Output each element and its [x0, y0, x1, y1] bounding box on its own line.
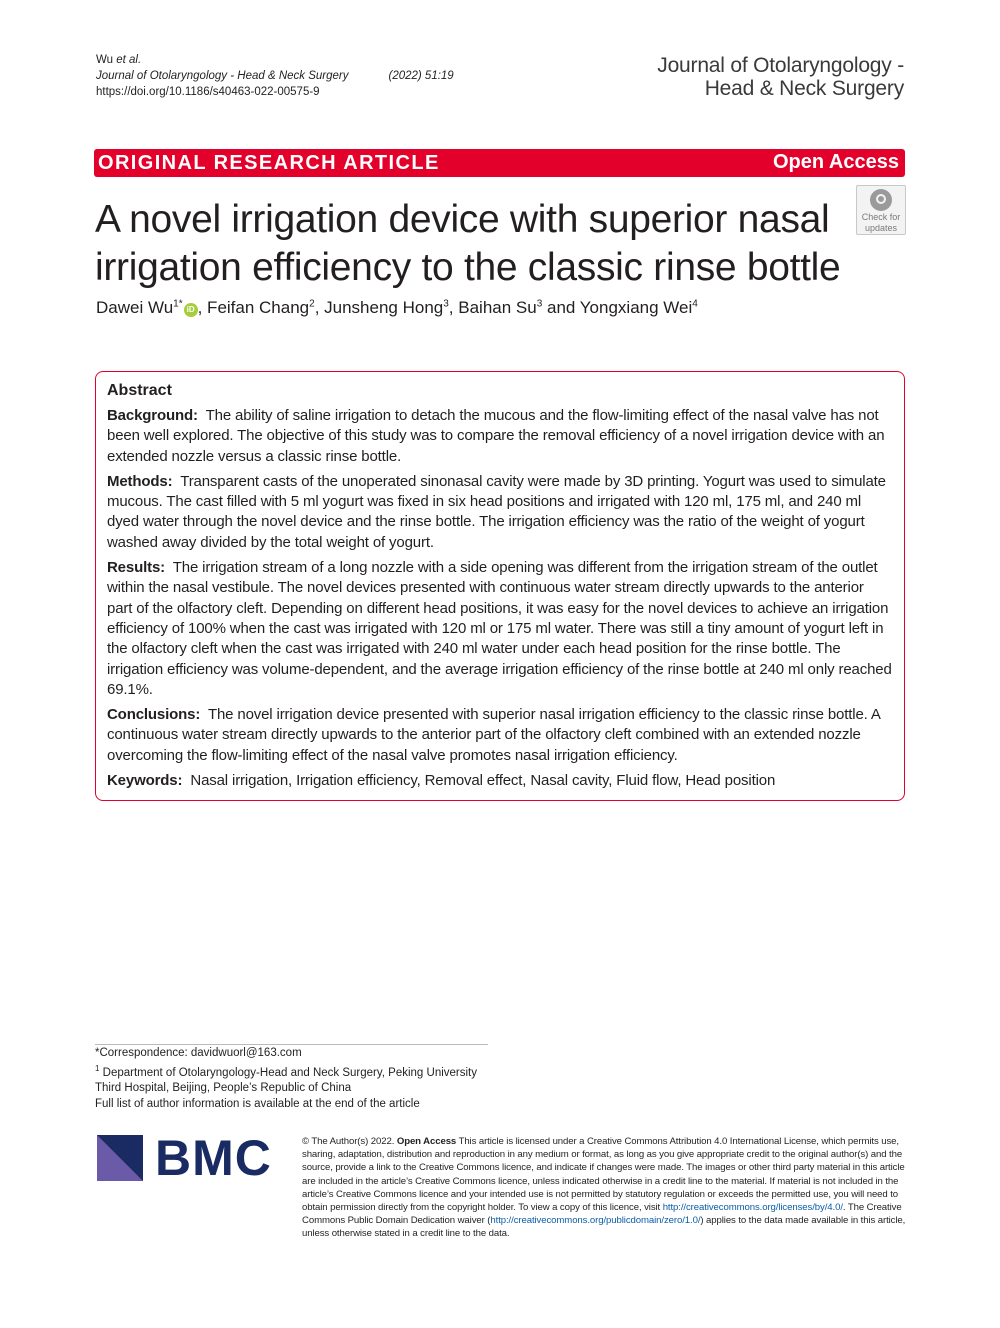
license-text	[302, 1135, 906, 1241]
author-name[interactable]: , Baihan Su	[448, 298, 537, 317]
abstract-methods	[107, 472, 893, 553]
author-affil: 2	[309, 298, 315, 310]
background-label: Background:	[107, 407, 198, 424]
author-name[interactable]: and Yongxiang Wei	[542, 298, 693, 317]
background-text: The ability of saline irrigation to detach the mucous and the flow-limiting effect of the nasal valve has not been well explored. The objective of this study was to compare the removal efficiency of a novel irrigation device with an extended nozzle versus a classic rinse bottle.	[107, 407, 885, 465]
affiliation-text: Department of Otolaryngology-Head and Neck Surgery, Peking University Third Hospital, Beijing, People’s Republic of China	[95, 1067, 477, 1095]
check-updates-icon	[870, 189, 892, 211]
author-affil: 3	[443, 298, 449, 310]
author-affil: 1*	[173, 298, 183, 310]
keywords-label: Keywords:	[107, 772, 183, 790]
affiliation-sup: 1	[95, 1064, 100, 1074]
license-body: This article is licensed under a Creative Commons Attribution 4.0 International License, which permits use, sharing, adaptation, distribution and reproduction in any medium or format, as long as you give appropriate credit to the original author(s) and the source, provide a link to the Creative Commons licence, and indicate if changes were made. The images or other third party material in this article are included in the article’s Creative Commons licence, unless indicated otherwise in a credit line to the material. If material is not included in the article’s Creative Commons licence and your intended use is not permitted by statutory regulation or exceeds the permitted use, you will need to obtain permission directly from the copyright holder. To view a copy of this licence, visit	[302, 1136, 905, 1214]
bmc-logo	[97, 1130, 277, 1186]
orcid-icon[interactable]: iD	[184, 303, 198, 317]
methods-text: Transparent casts of the unoperated sinonasal cavity were made by 3D printing. Yogurt was used to simulate mucous. The cast filled with 5 ml yogurt was fixed in six head positions and irrigated with 120 ml, 175 ml, and 240 ml dyed water through the novel device and the rinse bottle. The irrigation efficiency was the ratio of the weight of yogurt washed away divided by the total weight of yogurt.	[107, 472, 886, 551]
conclusions-text: The novel irrigation device presented with superior nasal irrigation efficiency to the classic rinse bottle. A continuous water stream directly upwards to the anterior part of the olfactory cleft combined with an extended nozzle overcoming the flow-limiting effect of the nasal valve promotes nasal irrigation efficiency.	[107, 706, 880, 764]
results-text: The irrigation stream of a long nozzle with a side opening was different from the irrigation stream of the outlet within the nasal vestibule. The novel devices presented with continuous water stream directly upwards to the anterior part of the olfactory cleft. Depending on different head positions, it was easy for the novel devices to achieve an irrigation efficiency of 100% when the cast was irrigated with 120 ml or 175 ml water. There was still a tiny amount of yogurt left in the olfactory cleft when the cast was irrigated with 240 ml water under each head position for the rinse bottle. The irrigation efficiency was volume-dependent, and the average irrigation efficiency of the rinse bottle at 240 ml only reached 69.1%.	[107, 559, 892, 698]
author-name[interactable]: , Junsheng Hong	[314, 298, 444, 317]
cc-by-link[interactable]: http://creativecommons.org/licenses/by/4.0/	[662, 1202, 843, 1214]
journal-italic: Journal of Otolaryngology - Head & Neck Surgery	[96, 70, 349, 82]
journal-citation	[96, 68, 454, 84]
abstract-results	[107, 558, 893, 700]
check-updates-line1: Check for	[861, 212, 901, 222]
author-list	[96, 298, 698, 318]
author-name[interactable]: Dawei Wu	[96, 298, 174, 317]
article-type-banner	[94, 149, 905, 177]
article-type: ORIGINAL RESEARCH ARTICLE	[98, 152, 440, 174]
journal-logo-line1: Journal of Otolaryngology -	[657, 54, 904, 77]
copyright: © The Author(s) 2022.	[302, 1136, 397, 1147]
open-access-label: Open Access	[773, 151, 899, 173]
author-short: Wu	[96, 54, 117, 66]
author-affil: 4	[692, 298, 698, 310]
abstract-background	[107, 406, 893, 467]
doi-link[interactable]: https://doi.org/10.1186/s40463-022-00575-9	[96, 86, 320, 98]
author-affil: 3	[536, 298, 543, 310]
et-al: et al.	[116, 54, 142, 66]
article-title: A novel irrigation device with superior nasal irrigation efficiency to the classic rinse bottle	[95, 198, 841, 289]
abstract-heading: Abstract	[107, 382, 172, 399]
license-end: ) applies to the data made available in this article, unless otherwise stated in a credit line to the data.	[302, 1215, 906, 1240]
methods-label: Methods:	[107, 472, 173, 490]
footnote	[95, 1046, 490, 1112]
keywords-text: Nasal irrigation, Irrigation efficiency, Removal effect, Nasal cavity, Fluid flow, Head position	[190, 772, 776, 790]
conclusions-label: Conclusions:	[107, 706, 201, 724]
check-updates-line2: updates	[864, 223, 898, 233]
journal-logo-line2: Head & Neck Surgery	[704, 77, 904, 100]
cc-zero-link[interactable]: http://creativecommons.org/publicdomain/zero/1.0/	[490, 1215, 701, 1227]
license-waiver: . The Creative Commons Public Domain Dedication waiver (	[302, 1202, 902, 1227]
license-open-access: Open Access	[396, 1136, 457, 1147]
abstract-conclusions	[107, 705, 893, 766]
affiliation	[95, 1061, 490, 1096]
abstract-box	[95, 371, 905, 801]
author-info-note: Full list of author information is available at the end of the article	[95, 1097, 420, 1110]
running-author	[96, 52, 454, 68]
bmc-logo-text: BMC	[155, 1130, 272, 1186]
correspondence[interactable]: *Correspondence: davidwuorl@163.com	[95, 1047, 302, 1059]
citation-block	[96, 52, 454, 100]
results-label: Results:	[107, 559, 165, 577]
check-for-updates-badge[interactable]	[856, 185, 906, 235]
abstract-keywords	[107, 771, 893, 791]
bmc-logo-mark-icon	[97, 1135, 147, 1181]
author-name[interactable]: , Feifan Chang	[197, 298, 310, 317]
year-volume: (2022) 51:19	[388, 70, 454, 82]
footnote-divider	[95, 1044, 488, 1045]
journal-logo	[657, 54, 904, 100]
